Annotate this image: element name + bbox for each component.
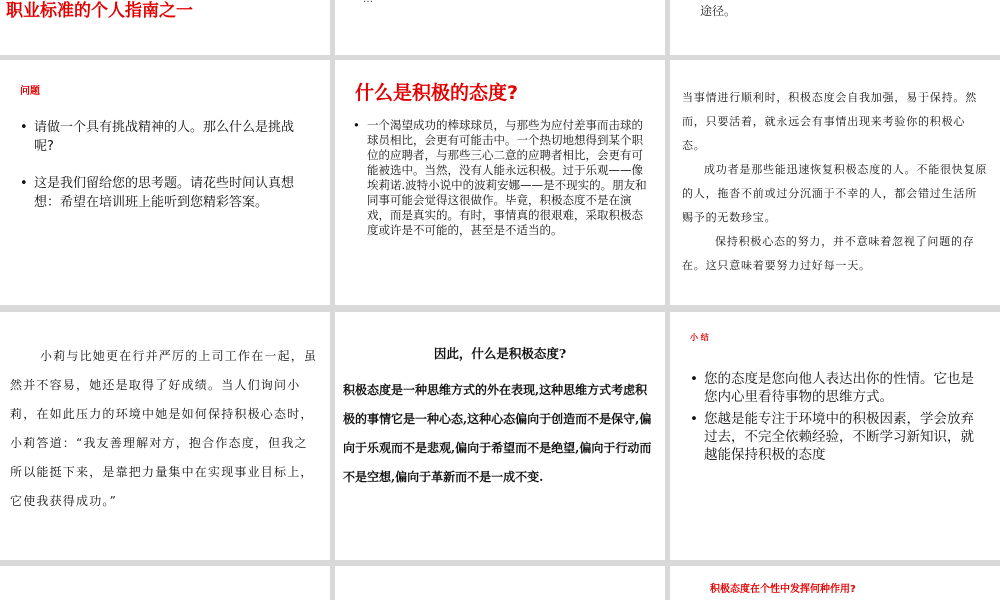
list-item: • 这是我们留给您的思考题。请花些时间认真想想：希望在培训班上能听到您精彩答案。 bbox=[20, 174, 310, 212]
bullet-list bbox=[20, 118, 310, 212]
text-fragment bbox=[363, 0, 373, 5]
slide-title: 小 结 bbox=[690, 333, 709, 342]
text-fragment: 途径。 bbox=[700, 4, 737, 18]
paragraph: 当事情进行顺利时，积极态度会自我加强，易于保持。然而，只要活着，就永远会有事情出现来考验你的积极心态。 bbox=[682, 91, 977, 152]
slide-thumbnail[interactable] bbox=[670, 0, 1000, 55]
slide-title: 积极态度在个性中发挥何种作用? bbox=[710, 584, 856, 595]
slide-thumbnail[interactable] bbox=[0, 0, 330, 55]
slide-thumbnail[interactable] bbox=[0, 60, 330, 305]
slide-title: 问题 bbox=[20, 86, 40, 97]
paragraph: 成功者是那些能迅速恢复积极态度的人。不能很快复原的人，拖沓不前或过分沉湎于不幸的人，都会错过生活所赐予的无数珍宝。 bbox=[682, 163, 988, 224]
slide-thumbnail[interactable] bbox=[335, 0, 665, 55]
paragraph: 保持积极心态的努力，并不意味着忽视了问题的存在。这只意味着要努力过好每一天。 bbox=[682, 235, 975, 272]
slide-thumbnail[interactable] bbox=[670, 566, 1000, 600]
slide-thumbnail[interactable] bbox=[670, 312, 1000, 560]
slide-thumbnail[interactable] bbox=[335, 60, 665, 305]
slide-thumbnail[interactable] bbox=[335, 312, 665, 560]
slide-thumbnail[interactable] bbox=[335, 566, 665, 600]
list-item: • 一个渴望成功的棒球球员，与那些为应付差事而击球的球员相比，会更有可能击中。一个热切地想得到某个职位的应聘者，与那些三心二意的应聘者相比，会更有可能被选中。当然，没有人能永远积极。过于乐观——像埃莉诺.波特小说中的波莉安娜——是不现实的。朋友和同事可能会觉得这很做作。毕竟，积极态度不是在演戏，而是真实的。有时，事情真的很艰难，采取积极态度或许是不可能的，甚至是不适当的。 bbox=[353, 118, 653, 238]
list-item: • 请做一个具有挑战精神的人。那么什么是挑战呢? bbox=[20, 118, 310, 156]
slide-thumbnail[interactable] bbox=[0, 566, 330, 600]
paragraph: 小莉与比她更在行并严厉的上司工作在一起，虽然并不容易，她还是取得了好成绩。当人们询问小莉，在如此压力的环境中她是如何保持积极心态时，小莉答道：“我友善理解对方，抱合作态度，但我之所以能挺下来，是靠把力量集中在实现事业目标上，它使我获得成功。” bbox=[10, 349, 318, 508]
list-item: • 您的态度是您向他人表达出你的性情。它也是您内心里看待事物的思维方式。 bbox=[690, 370, 980, 406]
bullet-list bbox=[353, 118, 653, 238]
slide-thumbnail[interactable] bbox=[670, 60, 1000, 305]
paragraph: 积极态度是一种思维方式的外在表现,这种思维方式考虑积极的事情它是一种心态,这种心态偏向于创造而不是保守,偏向于乐观而不是悲观,偏向于希望而不是绝望,偏向于行动而不是空想,偏向于革新而不是一成不变. bbox=[343, 383, 652, 484]
slide-title: 什么是积极的态度? bbox=[355, 82, 519, 104]
slide-thumbnail[interactable] bbox=[0, 312, 330, 560]
slide-title: 职业标准的个人指南之一 bbox=[6, 1, 193, 21]
slide-title: 因此，什么是积极态度? bbox=[433, 346, 567, 361]
bullet-list bbox=[690, 370, 980, 464]
list-item: • 您越是能专注于环境中的积极因素，学会放弃过去，不完全依赖经验，不断学习新知识，就越能保持积极的态度 bbox=[690, 410, 980, 464]
